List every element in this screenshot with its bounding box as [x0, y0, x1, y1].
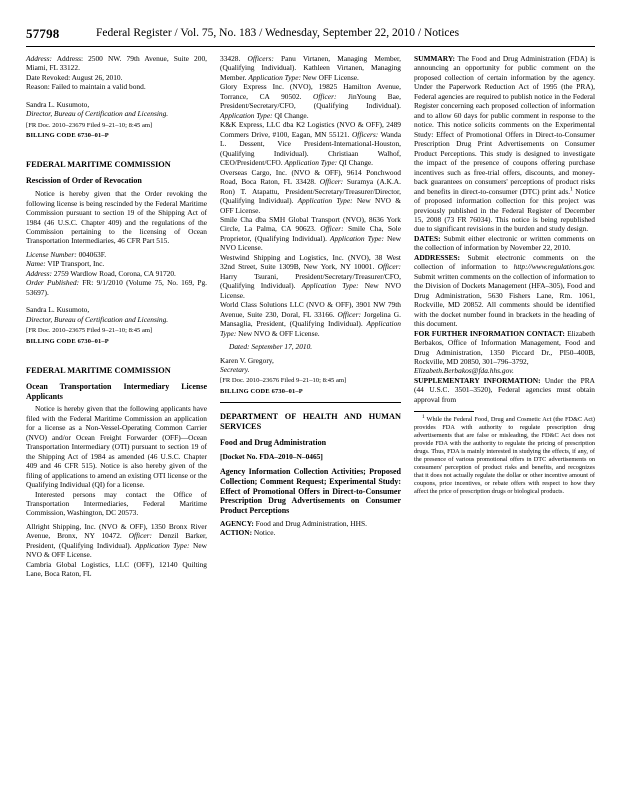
applicant-entry-2-cont: 33428. Officers: Panu Virtanen, Managing Member, (Qualifying Individual). Kathleen Virtanen, Managing Member. Application Type: New OFF License.: [220, 54, 401, 82]
license-address: Address: 2759 Wardlow Road, Corona, CA 91720.: [26, 268, 176, 278]
oti-paragraph-1: Notice is hereby given that the following applicants have filed with the Federal Maritime Commission an application for a license as a Non-Vessel-Operating Common Carrier (NVO) and/or Ocean Freight Forwarder (OFF)—Ocean Transportation Intermediary (OTI) pursuant to section 19 of the Shipping Act of 1984 as amended (46 U.S.C. Chapter 409 and 46 CFR 515). Notice is also hereby given of the filing of applications to amend an existing OTI license or the Qualifying Individual (QI) for a license.: [26, 404, 207, 490]
footnote-text: While the Federal Food, Drug and Cosmetic Act (the FD&C Act) provides FDA with authority to regulate prescription drug advertisements that are false or misleading, the FD&C Act does not provide FDA with the authority to regulate the pricing of prescription drugs. Thus, FDA is mainly interested in studying the effects, if any, of the presence of various promotional offers in DTC advertisements on consumers' perception of product risks and benefits, and recognizes that it does not actually regulate the dollar or other incentive amount of coupons, price incentives, or rebate offers with respect to how they affect the price of prescription drugs or biological products.: [414, 416, 595, 495]
summary-field: [414, 54, 595, 234]
billing-code-1: BILLING CODE 6730–01–P: [26, 132, 109, 140]
agency-field-value: Food and Drug Administration, HHS.: [253, 518, 367, 528]
applicant-entry-2: Cambria Global Logistics, LLC (OFF), 12140 Quilting Lane, Boca Raton, FL: [26, 559, 207, 579]
page-citation: Federal Register / Vol. 75, No. 183 / Wednesday, September 22, 2010 / Notices: [96, 27, 460, 39]
column-1: [26, 54, 207, 795]
filing-line-1: [FR Doc. 2010–23679 Filed 9–21–10; 8:45 am]: [26, 121, 153, 129]
filing-line-3: [FR Doc. 2010–23676 Filed 9–21–10; 8:45 am]: [220, 377, 347, 385]
supplementary-label: SUPPLEMENTARY INFORMATION:: [414, 375, 541, 385]
footnote-rule: [414, 411, 474, 412]
column-3: [414, 54, 595, 795]
footnote-1: [414, 416, 595, 495]
applicant-entry-5: Overseas Cargo, Inc. (NVO & OFF), 9614 Ponchwood Road, Boca Raton, FL 33428. Officer: Suramya (A.K.A. Ron) T. Atapattu, President/Secretary/Treasurer/Director, (Qualifying Individual). Application Type: New NVO & OFF License.: [220, 167, 401, 215]
page-header: [26, 26, 595, 44]
supplementary-field: [414, 376, 595, 404]
signature-title-1: Director, Bureau of Certification and Licensing.: [26, 109, 169, 119]
column-2: [220, 54, 401, 795]
revocation-address: Address: 2500 NW. 79th Avenue, Suite 200, Miami, FL 33122.: [26, 54, 207, 73]
docket-number: [Docket No. FDA–2010–N–0465]: [220, 451, 323, 461]
columns-container: [26, 54, 595, 795]
signature-name-1: Sandra L. Kusumoto,: [26, 99, 90, 109]
applicant-entry-7: Westwind Shipping and Logistics, Inc. (NVO), 38 West 32nd Street, Suite 1309B, New York, NY 10001. Officer: Harry Tsurani, President/Secretary/Treasurer/CFO, (Qualifying Individual). Application Type: New NVO License.: [220, 252, 401, 300]
section-divider: [220, 402, 401, 403]
supplementary-text: Under the PRA (44 U.S.C. 3501–3520), Federal agencies must obtain approval from: [414, 375, 596, 404]
agency-field: [220, 519, 401, 528]
footnote-marker: 1: [422, 414, 425, 421]
page-number: 57798: [26, 26, 60, 41]
rescission-paragraph: Notice is hereby given that the Order revoking the following license is being rescinded by the Federal Maritime Commission pursuant to section 19 of the Shipping Act of 1984 (46 U.S.C. Chapter 409) and the regulations of the Commission pertaining to the licensing of Ocean Transportation Intermediaries, 46 CFR Part 515.: [26, 189, 207, 246]
oti-paragraph-2: Interested persons may contact the Office of Transportation Intermediaries, Federal Maritime Commission, Washington, DC 20573.: [26, 489, 207, 518]
contact-email[interactable]: Elizabeth.Berbakos@fda.hhs.gov.: [414, 366, 514, 376]
department-heading-hhs: DEPARTMENT OF HEALTH AND HUMAN SERVICES: [220, 412, 401, 432]
notice-title: Agency Information Collection Activities; Proposed Collection; Comment Request; Experimental Study: Effect of Promotional Offers in Direct-to-Consumer Prescription Drug Advertisements on Consumer Product Perceptions: [220, 467, 401, 516]
billing-code-2: BILLING CODE 6730–01–P: [26, 337, 109, 345]
contact-field: [414, 329, 595, 376]
agency-field-label: AGENCY:: [220, 518, 254, 528]
summary-text: The Food and Drug Administration (FDA) is announcing an opportunity for public comment on the proposed collection of certain information by the agency. Under the Paperwork Reduction Act of 1995 (the PRA), Federal agencies are required to publish notice in the Federal Register concerning each proposed collection of information and to allow 60 days for public comment in response to the notice. This notice solicits comments on the Experimental Study: Effect of Promotional Offers in Direct-to-Consumer Prescription Drug Print Advertisements on Consumer Product Perceptions. This study is designed to investigate the impact of the presence of coupons offering purchase incentives such as free-trial offers, discounts, and money-back guarantees on consumers' perceptions of product risks and benefits in direct-to-consumer (DTC) print ads.: [414, 54, 595, 196]
action-field-value: Notice.: [252, 528, 276, 538]
addresses-label: ADDRESSES:: [414, 252, 461, 262]
addresses-field: ADDRESSES: Submit electronic comments on the collection of information to http://www.regulations.gov. Submit written comments on the collection of information to the Division of Dockets Management (HFA–305), Food and Drug Administration, 5630 Fishers Lane, Rm. 1061, Rockville, MD 20852. All comments should be identified with the docket number found in brackets in the heading of this document.: [414, 252, 595, 329]
signature-title-3: Secretary.: [220, 365, 250, 374]
dated-text: Dated: September 17, 2010.: [229, 342, 313, 352]
revocation-reason-text: Reason: Failed to maintain a valid bond.: [26, 82, 146, 92]
signature-name-3: Karen V. Gregory,: [220, 355, 274, 365]
agency-heading-fmc-3: FEDERAL MARITIME COMMISSION: [26, 365, 171, 375]
applicant-entry-8: World Class Solutions LLC (NVO & OFF), 3901 NW 79th Avenue, Suite 230, Doral, FL 33166. Officer: Jorgelina G. Mansaglia, President, (Qualifying Individual). Application Type: New NVO & OFF License.: [220, 300, 401, 338]
contact-text: Elizabeth Berbakos, Office of Information Management, Food and Drug Administration, 1350 Piccard Dr., PI50–400B, Rockville, MD 20850, 301–796–3792,: [414, 328, 595, 366]
summary-label: SUMMARY:: [414, 54, 455, 63]
dates-text: Submit either electronic or written comments on the collection of information by November 22, 2010.: [414, 233, 595, 253]
contact-label: FOR FURTHER INFORMATION CONTACT:: [414, 328, 565, 338]
applicant-entry-4: K&K Express, LLC dba K2 Logistics (NVO & OFF), 2489 Commers Drive, #100, Eagan, MN 55121. Officers: Wanda L. Dessent, Vice President-International-Houston, (Qualifying Individual). Christiaan Walhof, CEO/President/CFO. Application Type: QI Change.: [220, 120, 401, 168]
header-rule: [26, 46, 595, 47]
subheading-oti-applicants: Ocean Transportation Intermediary License Applicants: [26, 381, 207, 401]
action-field-label: ACTION:: [220, 528, 253, 538]
license-name: Name: VIP Transport, Inc.: [26, 259, 105, 269]
order-published: Order Published: FR: 9/1/2010 (Volume 75, No. 169, Pg. 53697).: [26, 278, 207, 297]
applicant-entry-1: Allright Shipping, Inc. (NVO & OFF), 1350 Bronx River Avenue, Bronx, NY 10472. Officer: Denzil Barker, President, (Qualifying Individual). Application Type: New NVO & OFF License.: [26, 521, 207, 560]
applicant-entry-6: Smile Cha dba SMH Global Transport (NVO), 8636 York Circle, La Palma, CA 90623. Officer: Smile Cha, Sole Proprietor, (Qualifying Individual). Application Type: New NVO License.: [220, 214, 401, 253]
dated-line: [220, 342, 401, 351]
signature-name-2: Sandra L. Kusumoto,: [26, 305, 90, 315]
billing-code-3: BILLING CODE 6730–01–P: [220, 387, 303, 395]
footnote-reference: 1: [570, 186, 573, 193]
revocation-address-block: Address: Address: 2500 NW. 79th Avenue, Suite 200, Miami, FL 33122.: [26, 54, 207, 73]
revocation-date: [26, 73, 207, 82]
action-field: [220, 528, 401, 537]
subheading-rescission: Rescission of Order of Revocation: [26, 176, 142, 186]
revocation-date-text: Date Revoked: August 26, 2010.: [26, 72, 123, 82]
signature-title-2: Director, Bureau of Certification and Licensing.: [26, 314, 169, 324]
applicant-entry-3: Glory Express Inc. (NVO), 19825 Hamilton Avenue, Torrance, CA 90502. Officer: JinYoung Bae, President/Secretary/CFO, (Qualifying Individual). Application Type: QI Change.: [220, 82, 401, 120]
dates-field: [414, 234, 595, 253]
summary-text-2: Notice of proposed information collection for this project was previously published in the Federal Register of December 15, 2008 (73 FR 76034). This notice is being republished due to significant revisions in the burden and study design.: [414, 186, 595, 234]
agency-heading-fmc-2: FEDERAL MARITIME COMMISSION: [26, 160, 171, 170]
license-number: License Number: 004063F.: [26, 249, 107, 259]
dates-label: DATES:: [414, 233, 441, 243]
revocation-reason: [26, 82, 207, 91]
filing-line-2: [FR Doc. 2010–23675 Filed 9–21–10; 8:45 am]: [26, 327, 153, 335]
agency-heading-fda: Food and Drug Administration: [220, 438, 327, 447]
